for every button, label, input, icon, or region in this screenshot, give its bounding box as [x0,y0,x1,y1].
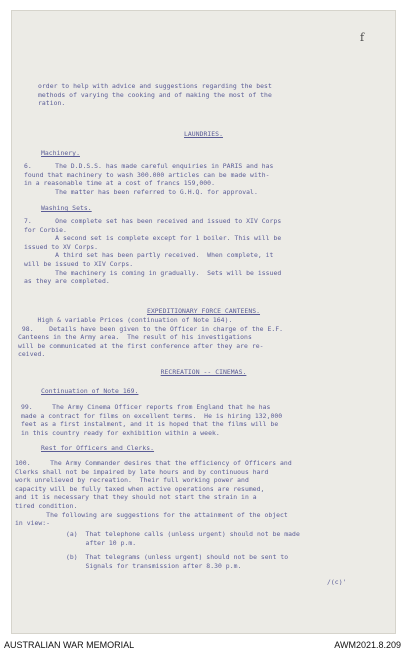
subheading-rest: Rest for Officers and Clerks. [41,444,155,452]
subheading-washing-sets: Washing Sets. [41,204,92,212]
margin-pencil-mark: f [360,31,365,44]
footer-institution: AUSTRALIAN WAR MEMORIAL [4,640,135,650]
sub-item-b: (b) That telegrams (unless urgent) should not be sent to Signals for transmission after 8.30 p.m. [66,553,289,570]
footer-accession-number: AWM2021.8.209 [334,640,401,650]
subheading-machinery: Machinery. [41,149,80,157]
item-7: 7. One complete set has been received and issued to XIV Corps for Corbie. A second set is complete except for 1 boiler. This will be issued to XV Corps. A third set has been partly received. When complete, it will be issued to XIV Corps. The machinery is coming in gradually. Sets will be issued as they are completed. [24,217,282,286]
heading-recreation-cinemas: RECREATION -- CINEMAS. [160,368,247,376]
item-99: 99. The Army Cinema Officer reports from England that he has made a contract for films on excellent terms. He is hiring 132,000 feet as a first instalment, and it is hoped that the films will be in this country ready for exhibition within a week. [21,403,283,437]
document-page [11,10,396,634]
intro-paragraph: order to help with advice and suggestions regarding the best methods of varying the cooking and of making the most of the ration. [38,82,272,108]
item-98: High & variable Prices (continuation of Note 164). 98. Details have been given to the Officer in charge of the E.F. Canteens in the Army area. The result of his investigations will be communicated at the first conference after they are re- ceived. [18,316,284,359]
footer-bar [0,636,405,653]
sub-item-a: (a) That telephone calls (unless urgent) should not be made after 10 p.m. [66,530,300,547]
catchword: /(c)' [327,578,347,586]
item-100: 100. The Army Commander desires that the efficiency of Officers and Clerks shall not be impaired by late hours and by continuous hard work unrelieved by recreation. Their full working power and capacity will be fully taxed when active operations are resumed, and it is necessary that they should not start the strain in a tired condition. The following are suggestions for the attainment of the object in view:- [15,459,292,528]
item-6: 6. The D.D.S.S. has made careful enquiries in PARIS and has found that machinery to wash 300.000 articles can be made with- in a reasonable time at a cost of francs 159,000. The matter has been referred to G.H.Q. for approval. [24,162,274,196]
heading-expeditionary-force-canteens: EXPEDITIONARY FORCE CANTEENS. [146,307,261,315]
subheading-continuation: Continuation of Note 169. [41,387,139,395]
heading-laundries: LAUNDRIES. [184,130,223,138]
